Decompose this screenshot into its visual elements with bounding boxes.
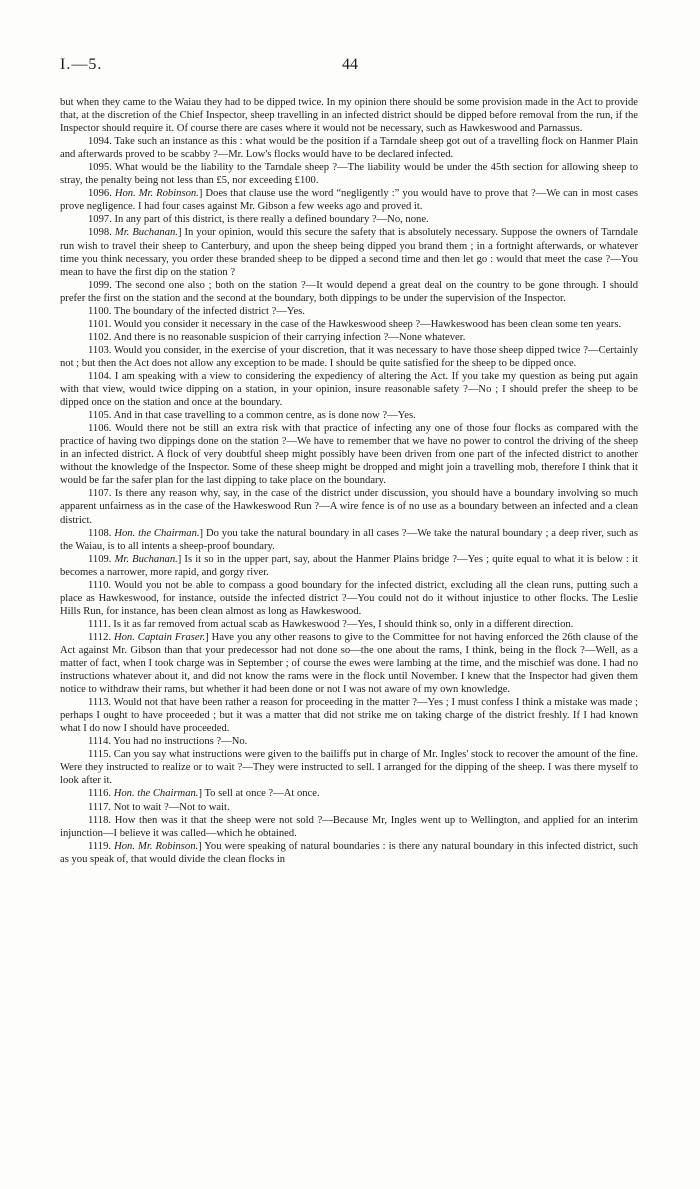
evidence-paragraph [60, 527, 638, 553]
paragraph-text: 1098. [88, 227, 115, 239]
paragraph-text: 1116. [88, 788, 114, 800]
paragraph-text: 1100. The boundary of the infected district ?—Yes. [88, 305, 305, 317]
paragraph-text: 1097. In any part of this district, is there really a defined boundary ?—No, none. [88, 214, 429, 226]
evidence-paragraph [60, 370, 638, 409]
paragraph-text: 1117. Not to wait ?—Not to wait. [88, 801, 230, 813]
evidence-paragraph [60, 579, 638, 618]
evidence-paragraph [60, 814, 638, 840]
speaker-name: Mr. Buchanan. [114, 553, 178, 565]
speaker-name: Hon. Captain Fraser. [113, 631, 206, 643]
speaker-name: Hon. the Chairman. [114, 527, 200, 539]
paragraph-text: ] To sell at once ?—At once. [198, 788, 320, 800]
paragraph-text: 1108. [88, 527, 115, 539]
evidence-paragraph [60, 344, 638, 370]
paragraph-text: 1099. The second one also ; both on the station ?—It would depend a great deal on the country to be gone through. I should prefer the first on the station and the second at the boundary, both dippings to be under the supervision of the Inspector. [60, 279, 638, 304]
paragraph-text: ] Do you take the natural boundary in all cases ?—We take the natural boundary ; a deep river, such as the Waiau, is to all intents a sheep-proof boundary. [60, 527, 638, 552]
evidence-paragraph [60, 213, 638, 226]
paragraph-text: 1101. Would you consider it necessary in the case of the Hawkeswood sheep ?—Hawkeswood has been clean some ten years. [88, 318, 622, 330]
evidence-paragraph [60, 318, 638, 331]
paragraph-text: 1103. Would you consider, in the exercise of your discretion, that it was necessary to have those sheep dipped twice ?—Certainly not ; but then the Act does not allow any exception to be made. I should be quite satisfied for the sheep to be dipped once. [60, 344, 638, 369]
continued-paragraph [60, 96, 638, 135]
evidence-paragraph [60, 553, 638, 579]
paragraph-text: 1094. Take such an instance as this : what would be the position if a Tarndale sheep got out of a travelling flock on Hanmer Plain and afterwards proved to be scabby ?—Mr. Low's flocks would have to be declared infected. [60, 136, 638, 161]
paragraph-text: 1115. Can you say what instructions were given to the bailiffs put in charge of Mr. Ingles' stock to recover the amount of the fine. Were they instructed to realize or to wait ?—They were instructed to sell. I arranged for the dipping of the sheep. I was there myself to look after it. [60, 749, 638, 787]
evidence-paragraph [60, 409, 638, 422]
evidence-paragraph [60, 422, 638, 487]
paragraph-text: but when they came to the Waiau they had to be dipped twice. In my opinion there should be some provision made in the Act to provide that, at the discretion of the Chief Inspector, sheep travelling in an infected district should be dipped before removal from the run, if the Inspector should require it. Of course there are cases where it would not be necessary, such as Hawkeswood and Parnassus. [60, 97, 638, 135]
evidence-paragraph [60, 305, 638, 318]
evidence-paragraph [60, 487, 638, 526]
evidence-paragraph [60, 696, 638, 735]
evidence-paragraph [60, 631, 638, 696]
paragraph-text: 1113. Would not that have been rather a reason for proceeding in the matter ?—Yes ; I must confess I think a mistake was made ; perhaps I ought to have proceeded ; but it was a matter that did not strike me on taking charge of the district freshly. If I had known what I do now I should have proceeded. [60, 697, 638, 735]
paragraph-text: 1111. Is it as far removed from actual scab as Hawkeswood ?—Yes, I should think so, only in a different direction. [88, 618, 574, 630]
paragraph-text: 1118. How then was it that the sheep were not sold ?—Because Mr, Ingles went up to Wellington, and applied for an interim injunction—I believe it was called—which he obtained. [60, 814, 638, 839]
evidence-paragraph [60, 187, 638, 213]
evidence-paragraph [60, 787, 638, 800]
evidence-paragraph [60, 226, 638, 278]
paragraph-text: 1104. I am speaking with a view to considering the expediency of altering the Act. If you take my question as being put again with that view, would twice dipping on a station, in your opinion, insure reasonable safety ?—No ; I should prefer the sheep to be dipped once on the station and once at the boundary. [60, 370, 638, 409]
paragraph-text: ] Is it so in the upper part, say, about the Hanmer Plains bridge ?—Yes ; quite equal to what it is below : it becomes a narrower, more rapid, and gorgy river. [60, 553, 638, 578]
paragraph-text: 1112. [88, 631, 114, 643]
paragraph-text: 1109. [88, 553, 115, 565]
page-header [60, 56, 640, 78]
evidence-paragraph [60, 279, 638, 305]
evidence-paragraph [60, 618, 638, 631]
evidence-paragraph [60, 135, 638, 161]
page-number: 44 [342, 56, 358, 73]
paragraph-text: 1095. What would be the liability to the Tarndale sheep ?—The liability would be under the 45th section for allowing sheep to stray, the penalty being not less than £5, nor exceeding £100. [60, 162, 638, 187]
paper-reference: I.—5. [60, 56, 103, 73]
paragraph-text: 1105. And in that case travelling to a common centre, as is done now ?—Yes. [88, 410, 416, 422]
evidence-paragraph [60, 331, 638, 344]
speaker-name: Mr. Buchanan. [114, 227, 178, 239]
evidence-paragraph [60, 801, 638, 814]
document-body [60, 96, 638, 866]
speaker-name: Hon. the Chairman. [113, 788, 199, 800]
evidence-paragraph [60, 735, 638, 748]
speaker-name: Hon. Mr. Robinson. [114, 188, 199, 200]
paragraph-text: 1106. Would there not be still an extra risk with that practice of infecting any one of those four flocks as compared with the practice of having two dippings done on the station ?—We have to remember that we have no power to control the driving of the sheep in an infected district. A flock of very doubtful sheep might possibly have been driven from one part of the infected district to another without the knowledge of the Inspector. Some of these sheep might be dropped and might join a travelling mob, therefore I think that it would be far the safer plan for the last dipping to take place on the boundary. [60, 423, 638, 487]
paragraph-text: 1119. [88, 840, 115, 852]
speaker-name: Hon. Mr. Robinson. [114, 840, 199, 852]
paragraph-text: ] Have you any other reasons to give to the Committee for not having enforced the 26th clause of the Act against Mr. Gibson than that your predecessor had not done so—the one about the rams, I think, being in the flock ?—Well, as a matter of fact, when I took charge was in September ; of course the ewes were lambing at the time, and the mischief was done. I had no instructions whatever about it, and did not know the rams were in the flock until November. I knew that the Inspector had given them notice to withdraw their rams, but whether it had been done or not I was not aware of my own knowledge. [60, 631, 638, 696]
paragraph-text: 1114. You had no instructions ?—No. [88, 736, 248, 748]
paragraph-text: 1110. Would you not be able to compass a good boundary for the infected district, excluding all the clean runs, putting such a place as Hawkeswood, for instance, outside the infected district ?—You could not do it without injustice to other flocks. The Leslie Hills Run, for instance, has been clean almost as long as Hawkeswood. [60, 579, 638, 617]
paragraph-text: ] You were speaking of natural boundaries : is there any natural boundary in this infected district, such as you speak of, that would divide the clean flocks in [60, 840, 638, 865]
paragraph-text: ] In your opinion, would this secure the safety that is absolutely necessary. Suppose the owners of Tarndale run wish to travel their sheep to Canterbury, and upon the sheep being dipped you brand them ; in a fortnight afterwards, or whatever time you think necessary, you order these branded sheep to be dipped a second time and then let go : would that meet the case ?—You mean to have the first dip on the station ? [60, 227, 638, 278]
evidence-paragraph [60, 840, 638, 866]
paragraph-text: 1107. Is there any reason why, say, in the case of the district under discussion, you should have a boundary involving so much apparent unfairness as in the case of the Hawkeswood Run ?—A wire fence is of no use as a boundary between an infected and a clean district. [60, 488, 638, 526]
paragraph-text: ] Does that clause use the word “negligently :” you would have to prove that ?—We can in most cases prove negligence. I had four cases against Mr. Gibson a few weeks ago and proved it. [60, 188, 639, 213]
paragraph-text: 1102. And there is no reasonable suspicion of their carrying infection ?—None whatever. [88, 331, 466, 343]
evidence-paragraph [60, 748, 638, 787]
evidence-paragraph [60, 161, 638, 187]
paragraph-text: 1096. [88, 188, 115, 200]
